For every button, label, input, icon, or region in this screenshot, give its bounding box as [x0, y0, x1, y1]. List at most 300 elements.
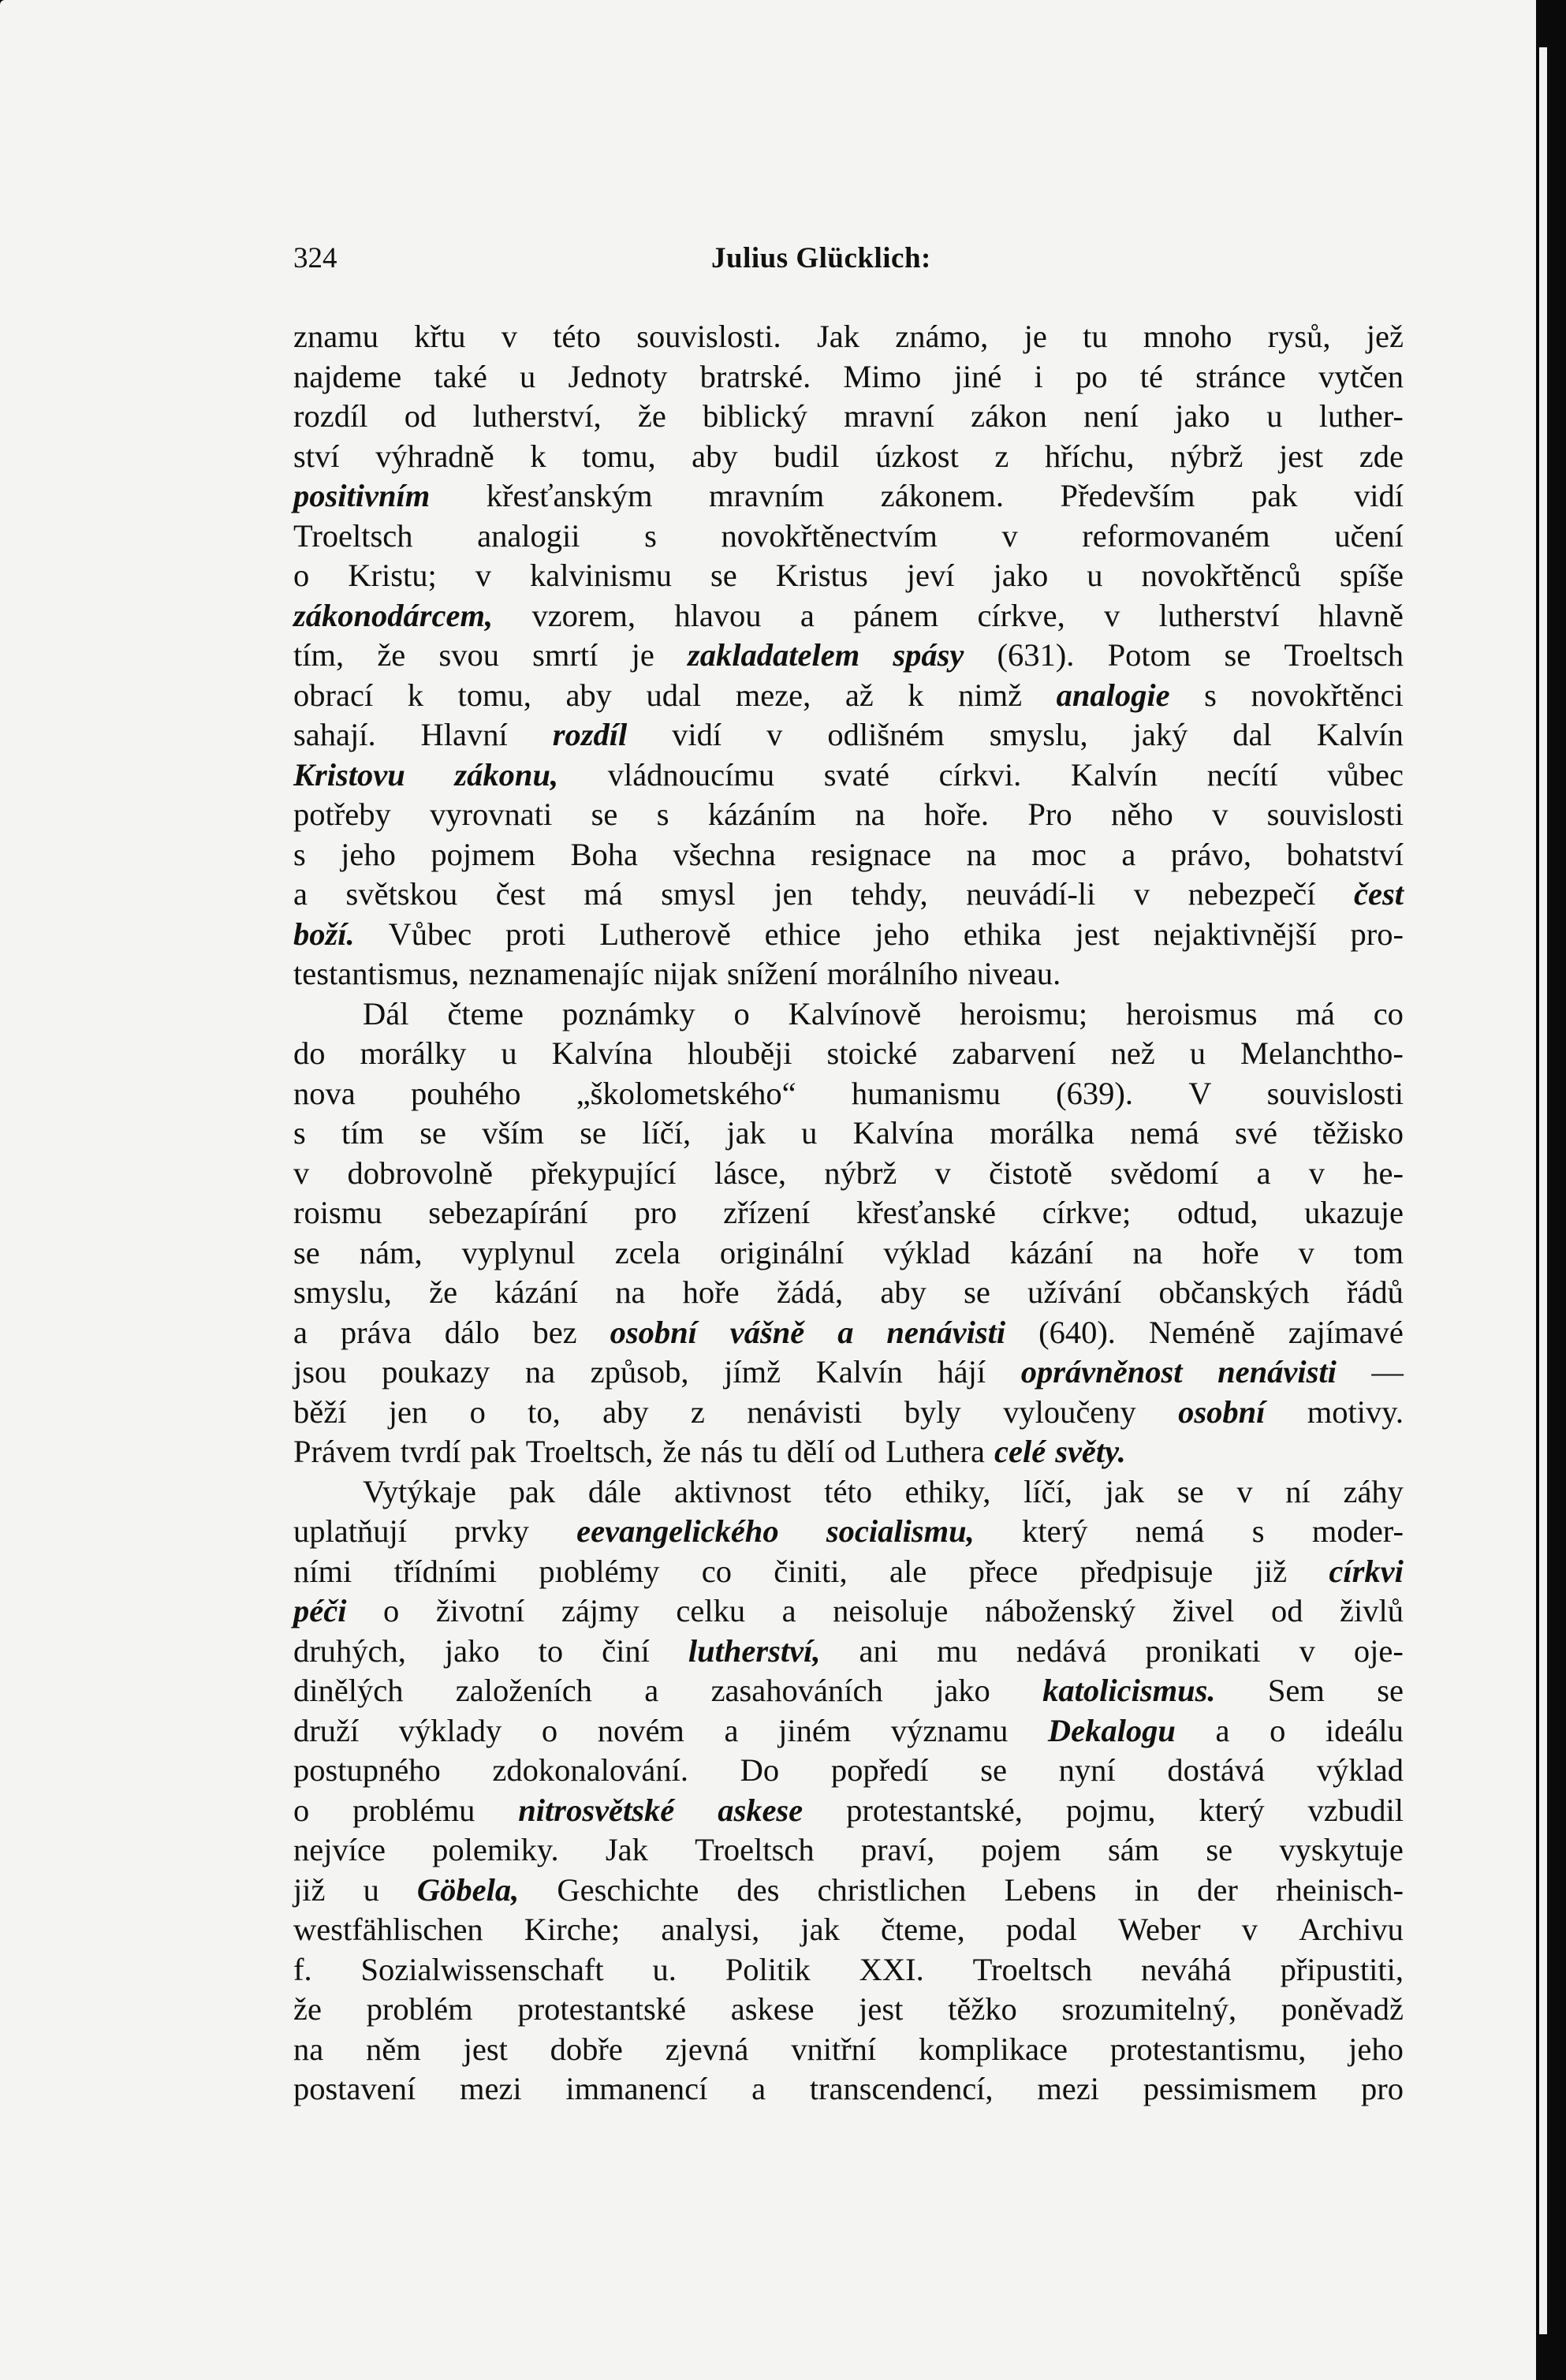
word: celé	[994, 1434, 1046, 1469]
word: meze,	[735, 677, 811, 713]
text-line	[293, 1034, 1404, 1074]
word: celku	[676, 1593, 746, 1628]
word: pıoblémy	[539, 1553, 660, 1589]
word: oprávněnost	[1020, 1354, 1183, 1390]
word: i	[1034, 358, 1043, 394]
word: připustiti,	[1280, 1951, 1404, 1987]
text-line	[293, 1313, 1404, 1353]
word: pak	[470, 1434, 516, 1469]
word: v	[1241, 1912, 1258, 1947]
word: aby	[692, 438, 738, 474]
word: kalvinismu	[530, 558, 673, 593]
word: pro	[1360, 2071, 1404, 2106]
word: potřeby	[293, 796, 391, 832]
word: a	[293, 1314, 308, 1350]
word: a	[1215, 1712, 1230, 1748]
text-line	[293, 1193, 1404, 1233]
word: zřízení	[723, 1195, 811, 1230]
word: —	[1371, 1354, 1404, 1390]
word: resignace	[811, 836, 932, 872]
word: Troeltsch	[293, 517, 413, 554]
word: biblický	[703, 398, 807, 434]
word: že	[429, 1274, 458, 1310]
word: novokřtěnců	[1141, 558, 1301, 593]
word: problém	[366, 1991, 473, 2027]
word: souvislosti	[1266, 796, 1404, 832]
word: neváhá	[1141, 1951, 1232, 1987]
word: čest	[1354, 876, 1404, 912]
word: Kristovu	[293, 756, 405, 793]
word: a	[644, 1673, 659, 1708]
word: nás	[700, 1434, 744, 1469]
word: socialismu,	[826, 1513, 975, 1549]
word: významu	[890, 1712, 1009, 1748]
word: Neméně	[1148, 1314, 1255, 1350]
word: že	[637, 398, 666, 434]
text-line	[293, 1352, 1404, 1393]
word: pronikati	[1145, 1632, 1261, 1669]
word: v	[934, 1155, 951, 1191]
word: v	[475, 558, 492, 593]
word: Troeltsch,	[525, 1434, 654, 1469]
word: neisoluje	[833, 1593, 949, 1628]
word: osobní	[610, 1314, 697, 1350]
word: Dekalogu	[1047, 1712, 1176, 1748]
word: zakladatelem	[687, 637, 860, 673]
word: jest	[859, 1991, 904, 2027]
word: učení	[1334, 517, 1404, 554]
word: vším	[482, 1115, 545, 1151]
word: testantismus,	[293, 956, 460, 991]
word: pojem	[981, 1832, 1061, 1867]
word: Vůbec	[388, 916, 472, 952]
word: nedává	[1016, 1632, 1107, 1669]
word: (640).	[1038, 1314, 1116, 1350]
word: Sem	[1267, 1673, 1325, 1708]
word: roismu	[293, 1195, 382, 1230]
word: v	[1001, 517, 1018, 554]
word: Boha	[570, 836, 638, 872]
word: luther-	[1318, 398, 1404, 434]
word: Luthera	[886, 1434, 985, 1469]
word: se	[1206, 1832, 1233, 1867]
word: o	[541, 1712, 558, 1748]
word: který	[1022, 1513, 1088, 1549]
text-line	[293, 875, 1404, 915]
word: žádá,	[776, 1274, 844, 1310]
word: nýbrž	[824, 1155, 897, 1191]
word: hájí	[938, 1354, 986, 1390]
word: zcela	[614, 1234, 680, 1270]
word: bratrské.	[699, 358, 811, 394]
word: to,	[528, 1393, 561, 1430]
word: Jak	[605, 1832, 648, 1867]
word: Právem	[293, 1434, 391, 1469]
word: immanencí	[565, 2071, 708, 2106]
word: pak	[1251, 478, 1298, 513]
word: a	[1256, 1155, 1271, 1191]
word: jak	[800, 1912, 840, 1947]
word: jeví	[906, 558, 955, 593]
word: na	[293, 2031, 324, 2067]
word: této	[824, 1473, 872, 1509]
text-line	[293, 317, 1404, 357]
text-line	[293, 1393, 1404, 1433]
word: neznamenajíc	[468, 956, 644, 991]
word: snížení	[726, 956, 818, 991]
text-line	[293, 795, 1404, 835]
word: k	[530, 438, 546, 474]
word: je	[631, 637, 654, 673]
word: překypující	[531, 1155, 677, 1191]
word: smysl	[661, 876, 736, 912]
word: pro	[634, 1195, 677, 1230]
word: der	[1197, 1871, 1238, 1908]
text-line	[293, 715, 1404, 755]
text-line	[293, 1114, 1404, 1154]
word: jak	[1105, 1473, 1145, 1509]
word: na	[855, 796, 886, 832]
word: o	[293, 558, 310, 593]
word: se	[1176, 1473, 1204, 1509]
word: christlichen	[817, 1871, 967, 1908]
word: až	[845, 677, 874, 713]
word: vyrovnati	[430, 796, 553, 832]
word: se	[980, 1752, 1007, 1788]
text-line	[293, 1950, 1404, 1990]
word: prvky	[454, 1513, 529, 1549]
word: jest	[1278, 438, 1324, 474]
word: kázáním	[707, 796, 817, 832]
word: svědomí	[1110, 1155, 1219, 1191]
word: he-	[1363, 1155, 1404, 1191]
word: protestantské	[517, 1991, 687, 2027]
word: vůbec	[1327, 756, 1404, 793]
word: tom	[1353, 1234, 1404, 1270]
word: jest	[1075, 916, 1120, 952]
word: u	[363, 1871, 379, 1908]
text-line	[293, 915, 1404, 955]
word: ství	[293, 438, 340, 474]
word: nemá	[1135, 1513, 1205, 1549]
word: se	[580, 1115, 607, 1151]
word: občanských	[1158, 1274, 1310, 1310]
word: Lebens	[1004, 1871, 1097, 1908]
word: se	[710, 558, 737, 593]
word: s	[1251, 1513, 1265, 1549]
word: že	[662, 1434, 692, 1469]
word: křesťanským	[486, 478, 653, 513]
word: se	[1377, 1673, 1404, 1708]
word: mezi	[1037, 2071, 1100, 2106]
text-line	[293, 1432, 1404, 1472]
word: Politik	[725, 1951, 811, 1987]
word: niveau.	[968, 956, 1061, 991]
word: ethice	[764, 916, 841, 952]
text-line	[293, 1990, 1404, 2030]
word: ideálu	[1325, 1712, 1404, 1748]
word: výklad	[883, 1234, 971, 1270]
word: Kalvín	[1316, 717, 1404, 752]
word: nejaktivnější	[1153, 916, 1317, 952]
word: novém	[597, 1712, 684, 1748]
word: jiné	[953, 358, 1002, 394]
word: eevangelického	[576, 1513, 779, 1549]
text-line	[293, 596, 1404, 636]
word: výklady	[398, 1712, 502, 1748]
word: odlišném	[827, 717, 945, 752]
word: Kalvína	[852, 1115, 954, 1151]
word: založeních	[455, 1673, 592, 1708]
word: moder-	[1311, 1513, 1404, 1549]
word: svou	[438, 637, 499, 673]
word: náboženský	[984, 1593, 1136, 1628]
word: vyplynul	[461, 1234, 576, 1270]
word: v	[1133, 876, 1150, 912]
word: stránce	[1195, 358, 1286, 394]
word: Archivu	[1299, 1912, 1404, 1947]
word: Kirche;	[524, 1912, 621, 1947]
word: hlavně	[1318, 597, 1404, 633]
word: sahají.	[293, 717, 376, 752]
word: k	[908, 677, 924, 713]
word: na	[524, 1354, 556, 1390]
word: transcendencí,	[809, 2071, 994, 2106]
text-line	[293, 1791, 1404, 1831]
word: spíše	[1339, 558, 1404, 593]
word: do	[293, 1035, 326, 1071]
word: lutherství	[1158, 597, 1280, 633]
text-line	[293, 397, 1404, 437]
word: vyloučeny	[1003, 1393, 1136, 1430]
word: vidí	[1353, 478, 1404, 513]
word: těžisko	[1313, 1115, 1404, 1151]
word: rozdíl	[293, 398, 368, 434]
word: Kristus	[775, 558, 868, 593]
word: Kalvínově	[788, 995, 922, 1031]
word: kázání	[494, 1274, 578, 1310]
text-line	[293, 1154, 1404, 1194]
word: užívání	[1027, 1274, 1122, 1310]
word: se	[591, 796, 618, 832]
word: u	[520, 358, 536, 394]
word: bez	[532, 1314, 577, 1350]
word: tehdy,	[851, 876, 928, 912]
word: činí	[602, 1632, 650, 1669]
word: neuvádí-li	[966, 876, 1096, 912]
word: hlavou	[674, 597, 762, 633]
word: na	[966, 836, 997, 872]
word: u	[501, 1035, 517, 1071]
word: čteme	[447, 995, 524, 1031]
word: dinělých	[293, 1673, 404, 1708]
scan-border	[1536, 0, 1566, 2380]
word: kázání	[1009, 1234, 1094, 1270]
word: zajímavé	[1288, 1314, 1404, 1350]
word: budil	[774, 438, 840, 474]
text-line	[293, 1711, 1404, 1751]
word: ukazuje	[1304, 1195, 1404, 1230]
word: Potom	[1107, 637, 1191, 673]
word: o	[733, 995, 750, 1031]
word: jsou	[293, 1354, 347, 1390]
word: církvi.	[938, 756, 1022, 793]
word: že	[377, 637, 406, 673]
word: nitrosvětské	[518, 1792, 675, 1828]
word: ní	[1285, 1473, 1311, 1509]
word: boží.	[293, 916, 355, 952]
word: heroismus	[1126, 995, 1258, 1031]
word: postupného	[293, 1752, 441, 1788]
word: nejvíce	[293, 1832, 386, 1867]
word: aby	[602, 1393, 649, 1430]
word: živlů	[1340, 1593, 1404, 1628]
text-line	[293, 1472, 1404, 1513]
word: mnoho	[1143, 319, 1232, 354]
word: v	[1236, 1473, 1253, 1509]
word: in	[1134, 1871, 1160, 1908]
word: rozdíl	[552, 717, 628, 752]
word: Jak	[816, 319, 859, 354]
word: V	[1188, 1075, 1212, 1111]
word: novokřtěnci	[1251, 677, 1404, 713]
word: v	[1308, 1155, 1326, 1191]
word: hoře	[1202, 1234, 1259, 1270]
page-number: 324	[293, 242, 337, 274]
word: líčí,	[642, 1115, 692, 1151]
word: odtud,	[1176, 1195, 1258, 1230]
word: motivy.	[1307, 1393, 1404, 1430]
word: nemá	[1130, 1115, 1199, 1151]
text-line	[293, 954, 1404, 994]
word: Troeltsch	[1284, 637, 1404, 673]
word: katolicismus.	[1042, 1673, 1216, 1708]
word: u	[801, 1115, 818, 1151]
word: ethiky,	[904, 1473, 991, 1509]
word: všechna	[673, 836, 776, 872]
word: zájmy	[561, 1593, 639, 1628]
word: srozumitelný,	[1061, 1991, 1237, 2027]
word: ethika	[963, 916, 1042, 952]
word: smyslu,	[989, 717, 1088, 752]
word: zákon	[971, 398, 1047, 434]
word: heroismu;	[960, 995, 1088, 1031]
word: stoické	[826, 1035, 918, 1071]
word: jak	[726, 1115, 766, 1151]
word: jaký	[1132, 717, 1188, 752]
word: Pro	[1027, 796, 1072, 832]
word: polemiky.	[432, 1832, 559, 1867]
word: najdeme	[293, 358, 402, 394]
word: křtu	[414, 319, 466, 354]
word: sebezapírání	[428, 1195, 588, 1230]
word: moc	[1031, 836, 1087, 872]
word: nenávisti	[1217, 1354, 1337, 1390]
word: zákonu,	[454, 756, 559, 793]
word: positivním	[293, 478, 431, 513]
word: aby	[880, 1274, 927, 1310]
word: aby	[565, 677, 612, 713]
word: vidí	[672, 717, 722, 752]
word: Melanchtho-	[1240, 1035, 1404, 1071]
word: des	[736, 1871, 780, 1908]
word: tvrdí	[400, 1434, 461, 1469]
word: poukazy	[382, 1354, 490, 1390]
word: v	[293, 1155, 310, 1191]
word: souvislosti.	[636, 319, 781, 354]
word: a	[724, 1712, 739, 1748]
word: poznámky	[561, 995, 695, 1031]
word: o	[469, 1393, 486, 1430]
text-line	[293, 1910, 1404, 1950]
word: westfählischen	[293, 1912, 483, 1947]
word: jen	[774, 876, 813, 912]
word: protestantské,	[846, 1792, 1023, 1828]
word: u	[1189, 1035, 1206, 1071]
text-line	[293, 1671, 1404, 1711]
word: druhých,	[293, 1632, 406, 1669]
running-title: Julius Glücklich:	[711, 242, 931, 274]
word: tu	[1083, 319, 1108, 354]
word: té	[1139, 358, 1163, 394]
word: jeho	[1348, 2031, 1404, 2067]
word: církve;	[1042, 1195, 1132, 1230]
word: necítí	[1206, 756, 1278, 793]
word: vládnoucímu	[607, 756, 775, 793]
word: od	[1270, 1593, 1303, 1628]
word: analogie	[1056, 677, 1170, 713]
word: vzorem,	[531, 597, 636, 633]
word: hříchu,	[1044, 438, 1135, 474]
word: je	[1023, 319, 1047, 354]
text-line	[293, 1552, 1404, 1592]
word: u	[1266, 398, 1283, 434]
word: pro-	[1350, 916, 1404, 952]
word: již	[293, 1871, 326, 1908]
text-line	[293, 1751, 1404, 1791]
word: pojmu,	[1065, 1792, 1156, 1828]
word: od	[844, 1434, 877, 1469]
word: světskou	[345, 876, 458, 912]
word: (639).	[1056, 1075, 1133, 1111]
word: podal	[1005, 1912, 1077, 1947]
word: lásce,	[714, 1155, 786, 1191]
word: tím	[341, 1115, 385, 1151]
word: pánem	[853, 597, 939, 633]
word: čest	[495, 876, 546, 912]
word: popředí	[830, 1752, 929, 1788]
word: křesťanské	[856, 1195, 997, 1230]
word: ale	[889, 1553, 927, 1589]
word: práva	[340, 1314, 412, 1350]
word: své	[1235, 1115, 1278, 1151]
word: o	[1270, 1712, 1286, 1748]
word: výklad	[1316, 1752, 1404, 1788]
word: který	[1199, 1792, 1265, 1828]
word: Kristu;	[348, 558, 437, 593]
word: problému	[352, 1792, 475, 1828]
word: co	[1373, 995, 1404, 1031]
word: hoře.	[923, 796, 990, 832]
word: dobrovolně	[347, 1155, 493, 1191]
word: ními	[293, 1553, 352, 1589]
word: u.	[652, 1951, 677, 1987]
word: nimž	[958, 677, 1023, 713]
word: Kalvín	[815, 1354, 903, 1390]
word: morálka	[990, 1115, 1094, 1151]
word: reformovaném	[1082, 517, 1270, 554]
word: se	[1224, 637, 1251, 673]
